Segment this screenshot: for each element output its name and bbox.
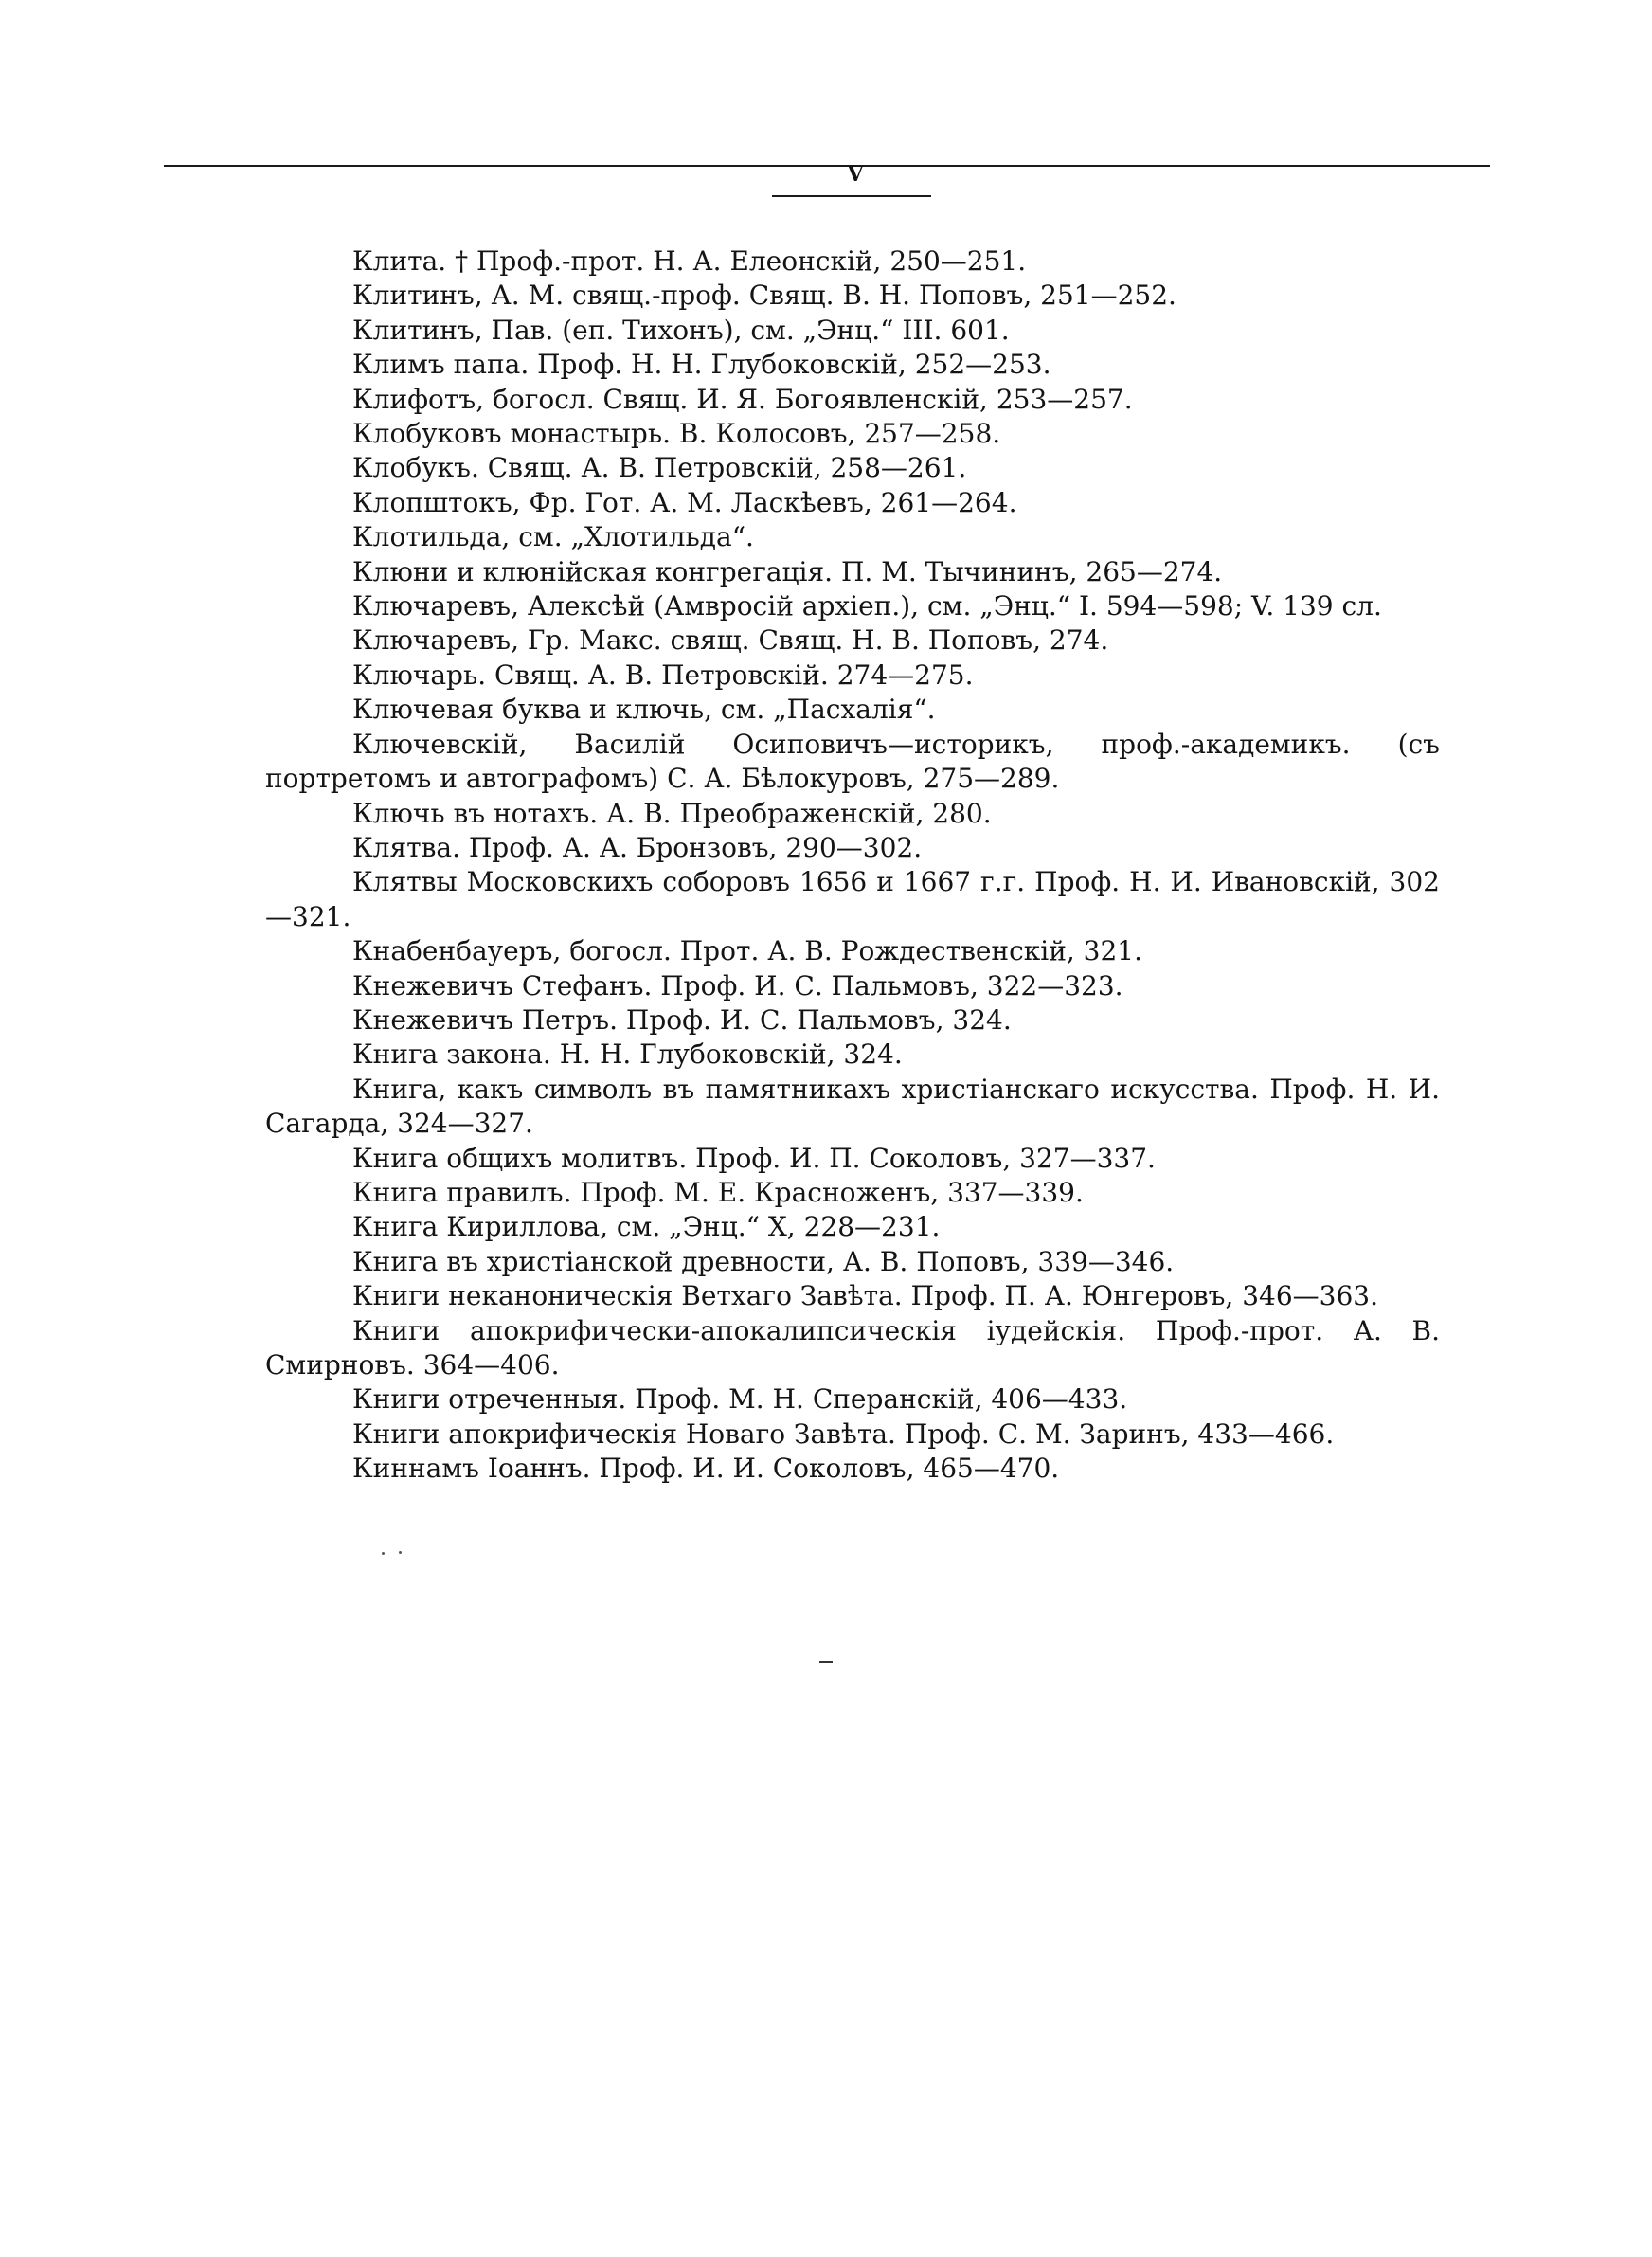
index-entry: Книги отреченныя. Проф. М. Н. Сперанскій, 406—433.: [352, 1383, 1128, 1416]
index-entry: Клятвы Московскихъ соборовъ 1656 и 1667 г.г. Проф. Н. И. Ивановскій, 302—321.: [265, 866, 1440, 932]
index-entry: Клятва. Проф. А. А. Бронзовъ, 290—302.: [352, 831, 923, 863]
footer-dash: [819, 1661, 833, 1663]
scan-speck: [382, 1552, 385, 1555]
index-entry: Ключарь. Свящ. А. В. Петровскій. 274—275.: [352, 659, 974, 691]
index-entry: Клитинъ, А. М. свящ.-проф. Свящ. В. Н. Поповъ, 251—252.: [352, 280, 1176, 312]
header-rule: [164, 165, 1490, 167]
index-entry: Клифотъ, богосл. Свящ. И. Я. Богоявленскій, 253—257.: [352, 383, 1133, 415]
index-entry: Книга общихъ молитвъ. Проф. И. П. Соколовъ, 327—337.: [352, 1142, 1156, 1174]
index-entry: Книга Кириллова, см. „Энц.“ X, 228—231.: [352, 1211, 941, 1243]
index-entry: Клитинъ, Пав. (еп. Тихонъ), см. „Энц.“ III. 601.: [352, 314, 1010, 346]
header-short-rule: [772, 195, 931, 197]
index-entry: Клопштокъ, Фр. Гот. А. М. Ласкѣевъ, 261—264.: [352, 486, 1017, 518]
index-entry: Ключевскій, Василій Осиповичъ—историкъ, проф.-академикъ. (съ портретомъ и автографомъ) С. А. Бѣлокуровъ, 275—289.: [265, 728, 1440, 795]
index-entry: Киннамъ Іоаннъ. Проф. И. И. Соколовъ, 465—470.: [352, 1453, 1060, 1485]
index-entry: Ключаревъ, Алексѣй (Амвросій архіеп.), см. „Энц.“ I. 594—598; V. 139 сл.: [352, 590, 1382, 623]
page-number: V: [847, 162, 864, 187]
index-entry: Клотильда, см. „Хлотильда“.: [352, 521, 754, 553]
index-entry: Клюни и клюнійская конгрегація. П. М. Тычининъ, 265—274.: [352, 555, 1223, 587]
index-entry: Климъ папа. Проф. Н. Н. Глубоковскій, 252—253.: [352, 349, 1051, 381]
index-entry: Клита. † Проф.-прот. Н. А. Елеонскій, 250—251.: [352, 245, 1027, 277]
index-entry: Клобукъ. Свящ. А. В. Петровскій, 258—261.: [352, 452, 967, 484]
index-entry: Книга правилъ. Проф. М. Е. Красноженъ, 337—339.: [352, 1176, 1084, 1208]
index-entry: Клобуковъ монастырь. В. Колосовъ, 257—258.: [352, 418, 1001, 450]
scan-speck: [399, 1551, 402, 1554]
index-entry: Кнежевичъ Стефанъ. Проф. И. С. Пальмовъ, 322—323.: [352, 969, 1123, 1002]
index-entry: Книга закона. Н. Н. Глубоковскій, 324.: [352, 1038, 903, 1071]
index-entry: Ключевая буква и ключь, см. „Пасхалія“.: [352, 694, 936, 726]
index-entry: Кнежевичъ Петръ. Проф. И. С. Пальмовъ, 324.: [352, 1003, 1012, 1036]
index-entry: Книги апокрифически-апокалипсическія іудейскія. Проф.-прот. А. В. Смирновъ. 364—406.: [265, 1314, 1440, 1381]
index-entry: Книга, какъ символъ въ памятникахъ христіанскаго искусства. Проф. Н. И. Сагарда, 324—327.: [265, 1073, 1440, 1140]
index-entry: Книги неканоническія Ветхаго Завѣта. Проф. П. А. Юнгеровъ, 346—363.: [352, 1280, 1379, 1312]
index-entry-list: [265, 244, 1440, 1487]
index-entry: Ключаревъ, Гр. Макс. свящ. Свящ. Н. В. Поповъ, 274.: [352, 624, 1109, 657]
index-entry: Ключь въ нотахъ. А. В. Преображенскій, 280.: [352, 797, 992, 829]
index-entry: Книга въ христіанской древности, А. В. Поповъ, 339—346.: [352, 1245, 1175, 1277]
index-entry: Книги апокрифическія Новаго Завѣта. Проф. С. М. Заринъ, 433—466.: [352, 1417, 1335, 1450]
index-entry: Кнабенбауеръ, богосл. Прот. А. В. Рождественскій, 321.: [352, 935, 1143, 967]
